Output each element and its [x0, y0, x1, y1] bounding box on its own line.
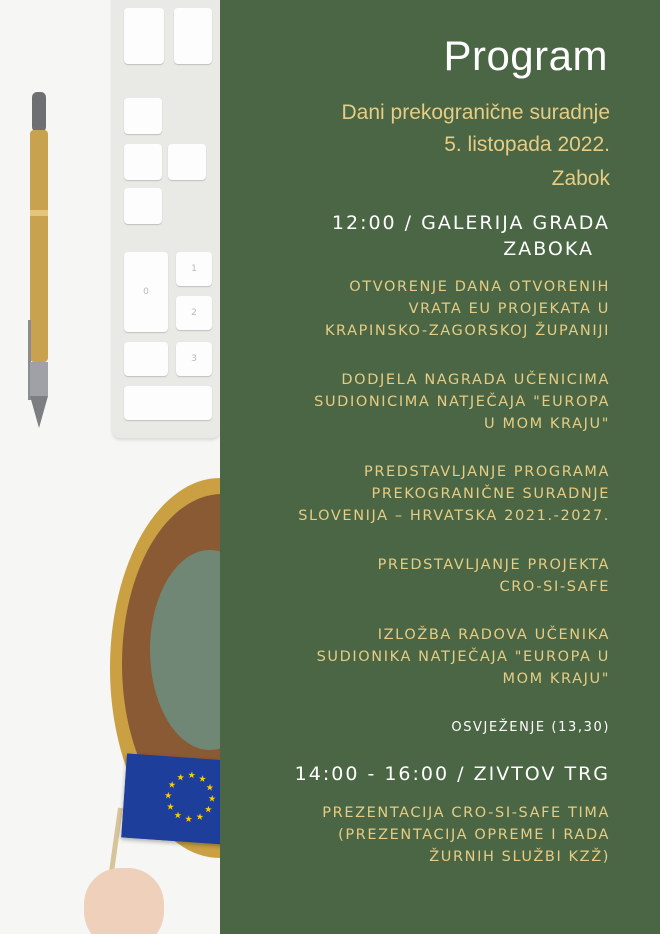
- svg-text:★: ★: [163, 791, 173, 802]
- program-item: DODJELA NAGRADA UČENICIMA SUDIONICIMA NATJEČAJA "EUROPA U MOM KRAJU": [314, 372, 610, 432]
- program-item: OTVORENJE DANA OTVORENIH VRATA EU PROJEKATA U KRAPINSKO-ZAGORSKOJ ŽUPANIJI: [324, 279, 610, 339]
- pen-image: [24, 92, 54, 428]
- svg-text:★: ★: [205, 783, 215, 794]
- svg-text:★: ★: [176, 773, 185, 784]
- session1-heading: 12:00 / GALERIJA GRADA: [331, 212, 610, 234]
- keyboard-key-0: 0: [124, 252, 168, 332]
- keyboard-key: [124, 342, 168, 376]
- svg-text:★: ★: [198, 774, 207, 786]
- keyboard-key: [124, 386, 212, 420]
- keyboard-key: [124, 8, 164, 64]
- keyboard-image: [112, 0, 220, 438]
- keyboard-key: [174, 8, 212, 64]
- svg-text:★: ★: [203, 805, 213, 816]
- svg-text:★: ★: [184, 814, 193, 826]
- event-date: 5. listopada 2022.: [444, 133, 610, 156]
- keyboard-key-3: 3: [176, 342, 212, 376]
- program-item: PREDSTAVLJANJE PROJEKTA CRO-SI-SAFE: [377, 557, 610, 595]
- svg-text:★: ★: [173, 810, 183, 822]
- session2-heading: 14:00 - 16:00 / ZIVTOV TRG: [294, 763, 610, 785]
- keyboard-key: [124, 98, 162, 134]
- refreshment-note: OSVJEŽENJE (13,30): [451, 720, 610, 735]
- svg-text:★: ★: [166, 802, 175, 813]
- event-location: Zabok: [551, 167, 610, 190]
- svg-text:★: ★: [167, 780, 177, 791]
- page-title: Program: [443, 32, 608, 79]
- keyboard-key: [124, 188, 162, 224]
- keyboard-key-2: 2: [176, 296, 212, 330]
- keyboard-key: [124, 144, 162, 180]
- svg-text:★: ★: [207, 794, 217, 805]
- program-item: IZLOŽBA RADOVA UČENIKA SUDIONIKA NATJEČAJA "EUROPA U MOM KRAJU": [316, 627, 610, 687]
- session1-heading-cont: ZABOKA: [503, 238, 594, 260]
- keyboard-key: [168, 144, 206, 180]
- event-name: Dani prekogranične suradnje: [341, 101, 610, 124]
- program-item: PREZENTACIJA CRO-SI-SAFE TIMA (PREZENTACIJA OPREME I RADA ŽURNIH SLUŽBI KZŽ): [322, 805, 610, 865]
- hand-image: [84, 868, 164, 934]
- program-item: PREDSTAVLJANJE PROGRAMA PREKOGRANIČNE SURADNJE SLOVENIJA – HRVATSKA 2021.-2027.: [298, 464, 610, 524]
- keyboard-key-1: 1: [176, 252, 212, 286]
- svg-text:★: ★: [187, 770, 197, 782]
- svg-text:★: ★: [195, 812, 205, 823]
